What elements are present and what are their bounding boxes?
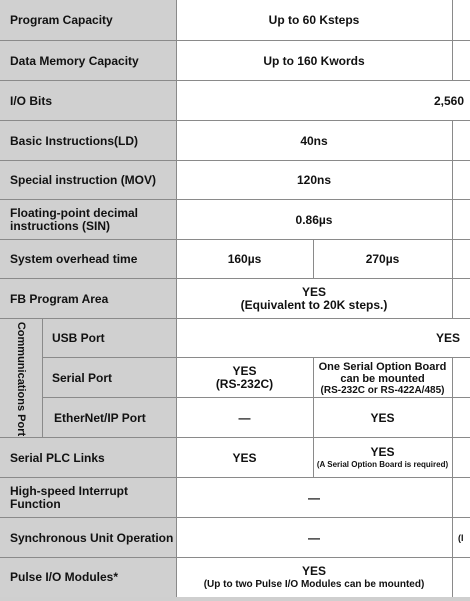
column-divider xyxy=(452,358,453,518)
floating-point-label-line1: Floating-point decimal xyxy=(10,206,138,220)
column-divider xyxy=(42,319,43,438)
serial-plc-links-value-b xyxy=(313,438,452,478)
program-capacity-label xyxy=(0,0,176,41)
program-capacity-label-text: Program Capacity xyxy=(10,13,113,27)
usb-port-label xyxy=(42,319,176,358)
synchronous-unit-value-text: — xyxy=(308,530,320,545)
column-divider xyxy=(452,121,453,319)
usb-port-label-text: USB Port xyxy=(52,331,105,345)
serial-plc-links-value-a xyxy=(176,438,313,478)
row-divider xyxy=(0,160,470,161)
row-divider xyxy=(0,239,470,240)
row-divider xyxy=(42,357,470,358)
floating-point-label-line2: instructions (SIN) xyxy=(10,219,111,233)
high-speed-interrupt-value-text: — xyxy=(308,490,320,505)
high-speed-interrupt-label xyxy=(0,478,176,518)
fb-program-area-value-line2: (Equivalent to 20K steps.) xyxy=(240,298,388,312)
column-divider xyxy=(313,240,314,279)
system-overhead-label xyxy=(0,240,176,279)
row-divider xyxy=(0,80,470,81)
row-divider xyxy=(0,477,470,478)
io-bits-label-text: I/O Bits xyxy=(10,93,53,108)
io-bits-label xyxy=(0,81,176,121)
system-overhead-value-a xyxy=(176,240,313,279)
floating-point-label xyxy=(0,200,176,240)
row-divider xyxy=(0,278,470,279)
fb-program-area-label-text: FB Program Area xyxy=(10,291,109,306)
communications-port-group-label xyxy=(0,319,42,438)
row-divider xyxy=(0,318,470,319)
system-overhead-value-a-text: 160µs xyxy=(227,252,262,266)
pulse-io-modules-value-line1: YES xyxy=(301,563,326,578)
high-speed-interrupt-label-text: High-speed Interrupt Function xyxy=(10,484,129,511)
column-divider xyxy=(313,358,314,478)
fb-program-area-value xyxy=(176,279,452,319)
column-divider xyxy=(452,518,453,597)
system-overhead-value-b xyxy=(313,240,452,279)
synchronous-unit-label-text: Synchronous Unit Operation xyxy=(10,530,174,545)
floating-point-value-text: 0.86µs xyxy=(295,212,333,227)
io-bits-value xyxy=(176,81,470,121)
serial-plc-links-label xyxy=(0,438,176,478)
serial-port-value-b xyxy=(313,358,452,398)
usb-port-value xyxy=(176,319,470,358)
serial-port-label xyxy=(42,358,176,398)
serial-port-value-b-line3: (RS-232C or RS-422A/485) xyxy=(320,384,445,396)
pulse-io-modules-value xyxy=(176,558,452,597)
program-capacity-value-text: Up to 60 Ksteps xyxy=(268,13,360,27)
synchronous-unit-label xyxy=(0,518,176,558)
data-memory-capacity-label-text: Data Memory Capacity xyxy=(10,53,139,68)
ethernet-ip-port-label xyxy=(42,398,176,438)
special-instruction-value-text: 120ns xyxy=(296,173,332,187)
serial-plc-links-value-b-line1: YES xyxy=(370,445,395,459)
fb-program-area-label xyxy=(0,279,176,319)
column-divider xyxy=(176,0,177,597)
row-divider xyxy=(0,40,470,41)
synchronous-unit-value-cut xyxy=(453,518,470,558)
pulse-io-modules-value-line2: (Up to two Pulse I/O Modules can be mounted) xyxy=(203,578,425,590)
serial-port-value-b-line2: can be mounted xyxy=(340,372,425,385)
ethernet-ip-port-value-b xyxy=(313,398,452,438)
serial-port-value-a-line1: YES xyxy=(232,364,257,378)
pulse-io-modules-label-text: Pulse I/O Modules* xyxy=(10,570,119,584)
basic-instructions-label-text: Basic Instructions(LD) xyxy=(10,133,139,148)
data-memory-capacity-value-text: Up to 160 Kwords xyxy=(263,53,365,68)
data-memory-capacity-value xyxy=(176,41,452,81)
system-overhead-value-b-text: 270µs xyxy=(365,252,400,266)
serial-port-value-a xyxy=(176,358,313,398)
system-overhead-label-text: System overhead time xyxy=(10,252,138,266)
synchronous-unit-value xyxy=(176,518,452,558)
basic-instructions-value-text: 40ns xyxy=(300,133,328,148)
data-memory-capacity-label xyxy=(0,41,176,81)
fb-program-area-value-line1: YES xyxy=(301,285,326,299)
program-capacity-value xyxy=(176,0,452,41)
io-bits-value-text: 2,560 xyxy=(433,93,464,108)
synchronous-unit-value-cut-text: (I xyxy=(458,532,464,543)
ethernet-ip-port-value-a-text: — xyxy=(238,410,251,425)
high-speed-interrupt-value xyxy=(176,478,452,518)
column-divider xyxy=(452,0,453,81)
basic-instructions-value xyxy=(176,121,452,161)
serial-port-value-a-line2: (RS-232C) xyxy=(215,377,274,391)
serial-port-value-b-line1: One Serial Option Board xyxy=(318,360,447,373)
row-divider xyxy=(0,517,470,518)
communications-port-group-text: Communications Port xyxy=(15,321,28,436)
ethernet-ip-port-value-b-text: YES xyxy=(370,410,395,425)
floating-point-value xyxy=(176,200,452,240)
serial-plc-links-label-text: Serial PLC Links xyxy=(10,450,105,465)
serial-plc-links-value-a-text: YES xyxy=(232,450,257,465)
serial-plc-links-value-b-line2: (A Serial Option Board is required) xyxy=(316,460,449,469)
ethernet-ip-port-label-text: EtherNet/IP Port xyxy=(54,410,146,425)
row-divider xyxy=(42,397,470,398)
basic-instructions-label xyxy=(0,121,176,161)
special-instruction-label-text: Special instruction (MOV) xyxy=(10,173,157,187)
row-divider xyxy=(0,120,470,121)
row-divider xyxy=(0,557,470,558)
bottom-rule xyxy=(0,597,470,601)
serial-port-label-text: Serial Port xyxy=(52,370,113,385)
row-divider xyxy=(0,199,470,200)
special-instruction-value xyxy=(176,161,452,200)
row-divider xyxy=(0,437,470,438)
special-instruction-label xyxy=(0,161,176,200)
ethernet-ip-port-value-a xyxy=(176,398,313,438)
usb-port-value-text: YES xyxy=(435,331,460,345)
pulse-io-modules-label xyxy=(0,558,176,597)
